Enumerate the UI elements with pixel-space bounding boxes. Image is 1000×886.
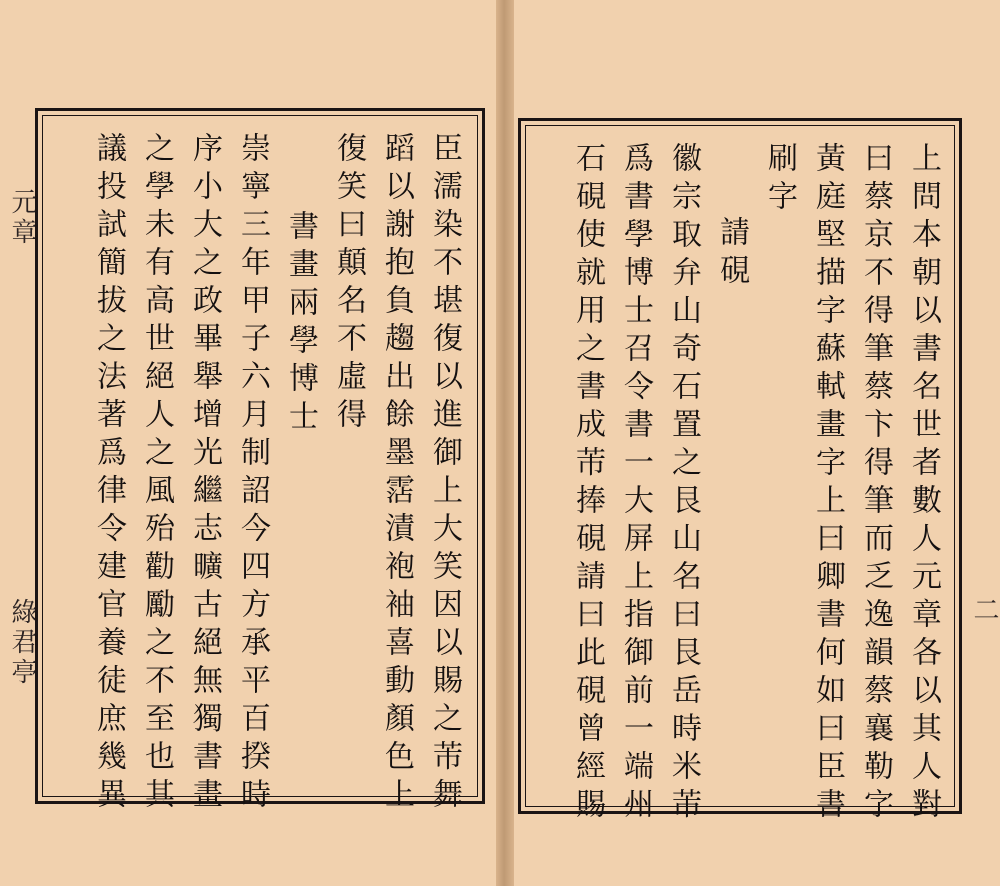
right-column-5-heading: 請硯 [714,216,749,292]
left-column-7: 之學未有高世絕人之風殆勸勵之不至也其 [139,132,174,816]
right-column-1: 上問本朝以書名世者數人元章各以其人對 [906,142,941,826]
right-column-3: 黃庭堅描字蘇軾畫字上曰卿書何如曰臣書 [810,142,845,826]
right-column-8: 石硯使就用之書成芾捧硯請曰此硯曾經賜 [570,142,605,826]
right-margin-page-number: 二 [969,596,999,626]
right-inner-border [525,125,955,826]
right-column-2: 曰蔡京不得筆蔡卞得筆而乏逸韻蔡襄勒字 [858,142,893,826]
left-margin-title: 元章 [7,188,37,248]
left-column-8: 議投試簡拔之法著爲律令建官養徒庶幾異 [91,132,126,816]
left-column-3: 復笑曰顛名不虛得 [331,132,366,436]
right-column-6: 徽宗取弁山奇石置之艮山名曰艮岳時米芾 [666,142,701,826]
left-inner-border [42,115,478,816]
book-gutter [496,0,514,886]
left-margin-publisher: 綠君亭 [7,598,37,688]
left-column-5: 崇寧三年甲子六月制詔今四方承平百揆時 [235,132,270,816]
right-text-frame [518,118,962,826]
left-column-6: 序小大之政畢舉增光繼志曠古絕無獨書畫 [187,132,222,816]
left-column-1: 臣濡染不堪復以進御上大笑因以賜之芾舞 [427,132,462,816]
left-column-4-heading: 書畫兩學博士 [283,210,318,438]
left-column-2: 蹈以謝抱負趨出餘墨霑漬袍袖喜動顏色上 [379,132,414,816]
right-column-7: 爲書學博士召令書一大屏上指御前一端州 [618,142,653,826]
left-text-frame [35,108,485,816]
right-column-4: 刷字 [762,142,797,218]
